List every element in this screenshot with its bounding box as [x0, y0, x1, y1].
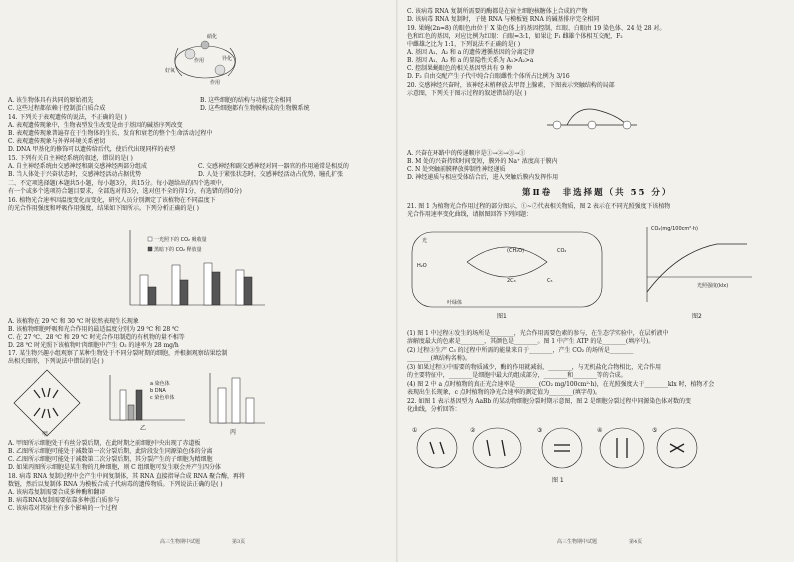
figure-label-jia: 甲 — [42, 431, 49, 438]
q19-stem: 色和红色的基因，对应比例为红眼：白眼=3:1，如果让 F₁ 雌雄个体相互交配，F₂ — [407, 33, 623, 40]
fig1-label-h2o: H₂O — [417, 263, 427, 269]
q21-part4: 表现出生长现象，c 点时植物的净光合速率的测定值为________(填字母)。 — [407, 389, 602, 396]
q17-stem: 出相关图形，下列说法中错误的是( ) — [8, 358, 104, 365]
q17-option-d: D. 如果丙图所示细胞是某生物的几种细胞，则 C 组细胞可发生联会并产生四分体 — [8, 464, 221, 471]
q17-figure-jia — [12, 368, 82, 438]
q19-option-c: C. 控制果蝇眼色的相关基因型共有 9 种 — [407, 65, 512, 72]
q22-stem: 22. 如图 1 表示基因型为 AaBb 的某动物细胞分裂时期示意图，图 2 是细胞分裂过程中同源染色体对数的变 — [407, 398, 691, 405]
q20-option-d: D. 神经递质与相应受体结合后，进入突触后膜内发挥作用 — [407, 174, 559, 181]
fig2-caption: 图2 — [692, 313, 702, 320]
q19-option-a: A. 基因 A₁、A₂ 和 a 的遗传遵循基因的分离定律 — [407, 49, 535, 56]
page-footer: 高三生物期中试题 — [160, 539, 201, 545]
q13-option-d: D. 这些细胞都有生物膜构成的生物膜系统 — [200, 105, 310, 112]
q18-option-c: C. 该病毒对其宿主有多个影响的一个过程 — [8, 505, 118, 512]
q16-option-a: A. 该植物在 29 ℃ 和 30 ℃ 时依然表现生长现象 — [8, 318, 139, 325]
diagram-label: 好氧 — [165, 68, 176, 74]
q14-option-b: B. 表观遗传现象普遍存在于生物体的生长、发育和衰老的整个生命活动过程中 — [8, 130, 213, 137]
bar-legend-b: b DNA — [150, 388, 166, 394]
cell-label-3: ③ — [537, 427, 543, 434]
chart-legend-light: 一光照下的 CO₂ 吸收量 — [154, 237, 207, 243]
figure-label-yi: 乙 — [140, 425, 147, 432]
q16-option-d: D. 28 ℃ 时光照下该植物叶肉细胞中产生 O₂ 的速率为 28 mg/h — [8, 342, 179, 349]
diagram-label: 作用 — [194, 58, 205, 64]
cell-label-5: ⑤ — [652, 427, 658, 434]
q21-part2: (2) 过程③生产 C₃ 的过程中所需的能量来自于________，产生 CO₂ 的场所是________ — [407, 347, 634, 354]
fig1-label-light: 光 — [422, 238, 428, 244]
q21-part3: (3) 如果过程③中需要的物质减少，酶的作用就减弱，________，与无机盐化合物相比，光合作用 — [407, 364, 661, 371]
q18-option-b: B. 病毒RNA复制需要依靠多种蛋白质参与 — [8, 497, 120, 504]
fig1-label-c5: C₅ — [547, 278, 553, 284]
chart-legend-dark: 黑暗下的 CO₂ 释放量 — [154, 247, 202, 253]
exam-page-right — [397, 0, 794, 562]
q20-option-a: A. 兴奋在环路中的传递顺序是①→②→③→① — [407, 150, 526, 157]
bar-legend-a: a 染色体 — [150, 381, 170, 387]
q14-option-d: D. DNA 甲基化的修饰可以遗传给后代，使后代出现同样的表型 — [8, 146, 176, 153]
q21-stem: 光合作用速率变化曲线，请据图回答下列问题： — [407, 211, 532, 218]
q17-option-b: B. 乙图所示细胞可能处于减数第一次分裂后期，此阶段发生同源染色体的分离 — [8, 448, 213, 455]
q19-option-b: B. 基因 A₁、A₂ 和 a 的显隐性关系为 A₁>A₂>a — [407, 57, 534, 64]
q17-figure-bing — [200, 368, 270, 438]
cell-label-2: ② — [470, 427, 476, 434]
q17-figure-yi — [100, 370, 190, 430]
fig1-label-c3: 2C₃ — [507, 278, 516, 284]
q15-stem: 15. 下列有关自主神经系统的叙述，错误的是( ) — [8, 155, 133, 162]
q18-option-c-cont: C. 该病毒 RNA 复制所需要的酶都是在宿主细胞核糖体上合成的产物 — [407, 8, 588, 15]
fig2-x-axis-label: 光照强度(klx) — [697, 283, 729, 289]
q19-stem: 19. 果蝇(2n=8) 的眼色由位于 X 染色体上的基因控制，红眼、白眼由 19 染色体、24 处 28 对。 — [407, 25, 666, 32]
q19-option-d: D. F₂ 自由交配产生子代中纯合白眼雌性个体所占比例为 3/16 — [407, 73, 570, 80]
page-footer: 高三生物期中试题 — [557, 539, 598, 545]
q21-figure-2 — [637, 222, 757, 322]
q21-part4: (4) 图 2 中 a 点时植物的真正光合速率是________(CO₂ mg/100cm²·h)，在光照强度大于________klx 时，植物才会 — [407, 381, 715, 388]
q20-stem: 示意图，下列关于图示过程的叙述错误的是( ) — [407, 90, 527, 97]
q13-option-a: A. 该生物体具有共同的原始祖先 — [8, 97, 94, 104]
figure-label-bing: 丙 — [230, 429, 237, 436]
q14-stem: 14. 下列关于表观遗传的说法，不正确的是( ) — [8, 114, 127, 121]
q15-option-c: C. 交感神经和副交感神经对同一器官的作用通常是相反的 — [198, 163, 349, 170]
q19-stem: 中雌雄之比为 1:1，下列说法不正确的是( ) — [407, 41, 521, 48]
q20-option-b: B. M 处的兴奋持续时间变短，膜外的 Na⁺ 浓度高于膜内 — [407, 158, 558, 165]
q22-figure-caption: 图 1 — [552, 477, 564, 484]
q17-stem: 17. 某生物兴趣小组观察了某种生物处于不同分裂时期的细胞，并根据观察结果绘制 — [8, 350, 228, 357]
q20-synapse-diagram — [537, 100, 647, 140]
q22-stem: 化曲线，分析回答： — [407, 406, 461, 413]
page-number: 第4页 — [629, 539, 643, 545]
cell-label-4: ④ — [597, 427, 603, 434]
q15-option-a: A. 自主神经系统由交感神经和副交感神经两部分组成 — [8, 163, 147, 170]
page-number: 第3页 — [232, 539, 246, 545]
q17-option-c: C. 乙图所示细胞可能处于减数第二次分裂后期，其分裂产生的子细胞为精细胞 — [8, 456, 213, 463]
q14-option-a: A. 表观遗传现象中，生物表型发生改变是由于基因的碱基序列改变 — [8, 122, 183, 129]
q16-bar-chart — [120, 225, 270, 315]
q16-stem: 的光合作用强度和呼吸作用强度，结果如下图所示。下列分析正确的是( ) — [8, 205, 199, 212]
q15-option-b: B. 当人体处于兴奋状态时，交感神经活动占据优势 — [8, 171, 142, 178]
q18-stem: 18. 病毒 RNA 复制过程中会产生中间复制体，其 RNA 直接指导合成 RNA 聚合酶，再将 — [8, 473, 245, 480]
fig2-y-axis-label: CO₂(mg/100cm²·h) — [651, 226, 698, 232]
q16-option-c: C. 在 27 ℃、28 ℃ 和 29 ℃ 时光合作用制造的有机物的量不相等 — [8, 334, 185, 341]
cell-label-1: ① — [412, 427, 418, 434]
q21-figure-1 — [407, 222, 607, 322]
fig1-label-chloroplast: 叶绿体 — [447, 300, 463, 306]
q15-option-d: D. 人处于紧张状态时，交感神经活动占优势，瞳孔扩张 — [198, 171, 344, 178]
q22-cell-division-figure — [412, 420, 702, 490]
q18-stem: 数链，然后以复制体 RNA 为模板合成子代病毒的遗传物质。下列说法正确的是( ) — [8, 481, 223, 488]
fig1-label-ch2o: (CH₂O) — [507, 248, 525, 254]
q21-part1: 溶解度最大的色素是________，其颜色是________。图 1 中产生 ATP 的是________(填序号)。 — [407, 338, 655, 345]
section-title: 第Ⅱ卷 非选择题（共 55 分） — [522, 188, 673, 198]
q21-stem: 21. 图 1 为植物光合作用过程的部分图示，①~⑦代表相关物质，图 2 表示在不同光照强度下该植物 — [407, 203, 671, 210]
q21-part2: ________(填结构名称)。 — [407, 355, 471, 362]
q16-stem: 16. 植物光合速率因温度变化而变化，研究人员分别测定了该植物在不同温度下 — [8, 197, 216, 204]
q17-option-a: A. 甲图所示细胞处于有丝分裂后期，在此时期之前细胞中央出现了赤道板 — [8, 440, 201, 447]
section-two-instructions: 二、不定项选择题(本题共5小题，每小题3分，共15分。每小题给出的四个选项中， — [8, 180, 228, 187]
bar-legend-c: c 染色单体 — [150, 395, 175, 401]
q18-option-a: A. 该病毒复制需要合成多种酶和翻译 — [8, 489, 106, 496]
diagram-label: 作用 — [210, 80, 221, 86]
q21-part1: (1) 图 1 中过程④发生的场所是________，光合作用需要色素的参与，在生态学实验中，在层析液中 — [407, 330, 669, 337]
q21-part3: 的主要特征中，________是细胞中最大的组成部分，________和________等的合成。 — [407, 372, 627, 379]
q16-option-b: B. 该植物细胞呼吸和光合作用的最适温度分别为 29 ℃ 和 28 ℃ — [8, 326, 179, 333]
q14-option-c: C. 表观遗传现象与外界环境关系密切 — [8, 138, 106, 145]
section-two-instructions: 有一个或多个选项符合题目要求，全部选对得3分，选对但不全的得1分，有选错的得0分) — [8, 188, 242, 195]
q18-option-d: D. 该病毒 RNA 复制时，子链 RNA 与模板链 RNA 的碱基排序完全相同 — [407, 16, 600, 23]
fig1-label-co2: CO₂ — [557, 248, 567, 254]
q20-stem: 20. 交感神经兴奋时，该神经末梢释放去甲肾上腺素，下图表示突触结构的局部 — [407, 82, 615, 89]
q13-option-b: B. 这些细胞的结构与功能完全相同 — [200, 97, 292, 104]
nitrogen-cycle-diagram — [160, 30, 250, 90]
fig1-caption: 图1 — [497, 313, 507, 320]
diagram-label: 异化 — [222, 56, 233, 62]
diagram-label: 硝化 — [207, 34, 218, 40]
q20-option-c: C. N 处突触前膜释放抑制性神经递质 — [407, 166, 506, 173]
q13-option-c: C. 这些过程都依赖于控制蛋白质合成 — [8, 105, 106, 112]
